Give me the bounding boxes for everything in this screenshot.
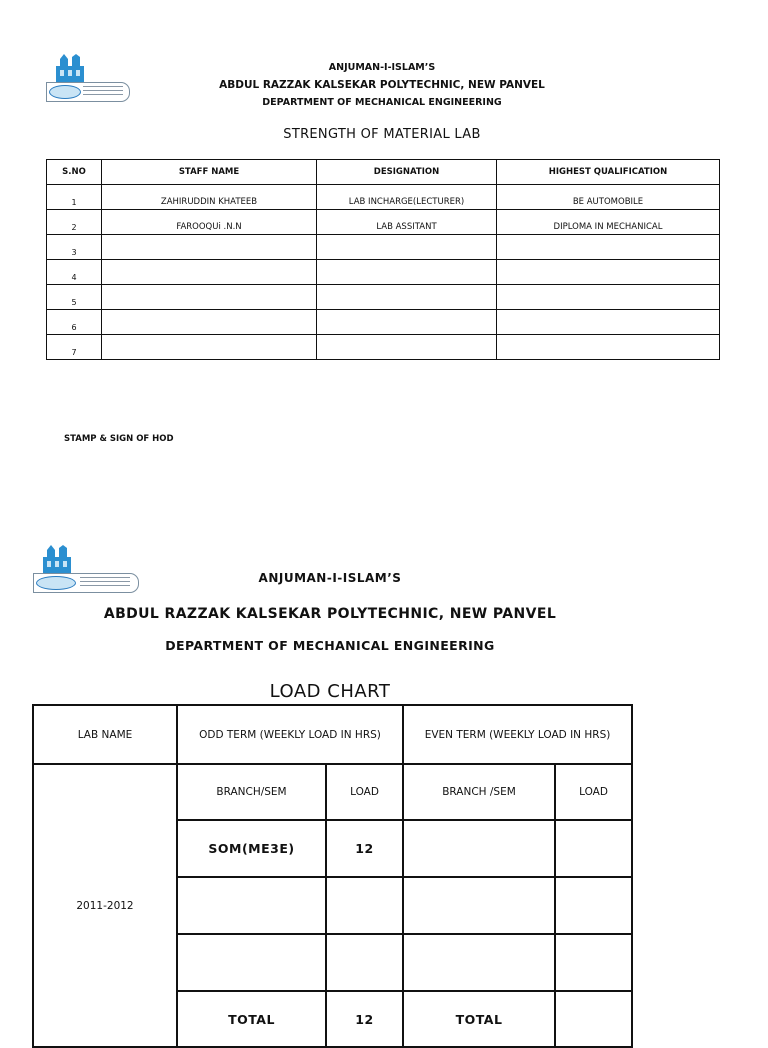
table-cell: LAB ASSITANT [376,222,437,232]
column-header: STAFF NAME [102,160,317,185]
column-header: LOAD [326,764,403,820]
department-name: DEPARTMENT OF MECHANICAL ENGINEERING [262,97,502,108]
institute-name: ABDUL RAZZAK KALSEKAR POLYTECHNIC, NEW PANVEL [219,79,545,91]
table-cell: 4 [71,273,77,282]
table-cell [555,934,632,991]
table-header-row [47,160,720,185]
table-cell [403,877,555,934]
odd-term-header: ODD TERM (WEEKLY LOAD IN HRS) [177,705,403,764]
table-cell: 7 [71,348,77,357]
table-cell: 12 [326,820,403,877]
table-row [47,185,720,210]
load-chart-table [32,704,633,1048]
table-row [47,335,720,360]
table-cell [326,934,403,991]
table-header-row [33,705,632,764]
table-cell [555,877,632,934]
table-row [47,210,720,235]
total-even-label: TOTAL [403,991,555,1047]
table-cell: BE AUTOMOBILE [572,197,644,207]
staff-table [46,159,720,360]
table-cell [326,877,403,934]
column-header: LOAD [555,764,632,820]
table-cell [319,357,494,359]
total-even-value [555,991,632,1047]
column-header: BRANCH /SEM [403,764,555,820]
org-name: ANJUMAN-I-ISLAM’S [258,571,402,585]
column-header: HIGHEST QUALIFICATION [497,160,720,185]
lab-title: STRENGTH OF MATERIAL LAB [283,127,481,142]
table-cell: FAROOQUi .N.N [176,222,242,232]
table-row [47,260,720,285]
tower-icon [41,545,73,573]
total-odd-label: TOTAL [177,991,326,1047]
load-chart-title: LOAD CHART [269,681,391,702]
table-cell: 5 [71,298,77,307]
table-row [47,235,720,260]
table-row [47,285,720,310]
org-name: ANJUMAN-I-ISLAM’S [328,62,436,73]
table-cell [499,357,717,359]
table-cell: SOM(ME3E) [177,820,326,877]
table-cell: 6 [71,323,77,332]
lab-name-header: LAB NAME [33,705,177,764]
table-cell [177,877,326,934]
column-header: DESIGNATION [317,160,497,185]
table-cell: 1 [71,198,77,207]
table-cell [403,820,555,877]
column-header: BRANCH/SEM [177,764,326,820]
institute-logo-icon [33,545,117,595]
year-cell: 2011-2012 [33,764,177,1047]
institute-name: ABDUL RAZZAK KALSEKAR POLYTECHNIC, NEW PANVEL [103,606,557,622]
total-odd-value: 12 [326,991,403,1047]
table-cell [104,357,314,359]
table-cell: 2 [71,223,77,232]
stamp-sign-label: STAMP & SIGN OF HOD [64,434,174,444]
table-cell: 3 [71,248,77,257]
table-cell: DIPLOMA IN MECHANICAL [553,222,663,232]
table-cell [555,820,632,877]
department-name: DEPARTMENT OF MECHANICAL ENGINEERING [165,638,495,653]
even-term-header: EVEN TERM (WEEKLY LOAD IN HRS) [403,705,632,764]
table-cell [177,934,326,991]
table-cell: LAB INCHARGE(LECTURER) [348,197,465,207]
table-cell [403,934,555,991]
table-subheader-row [33,764,632,820]
table-row [47,310,720,335]
column-header: S.NO [47,160,102,185]
table-cell: ZAHIRUDDIN KHATEEB [160,197,258,207]
